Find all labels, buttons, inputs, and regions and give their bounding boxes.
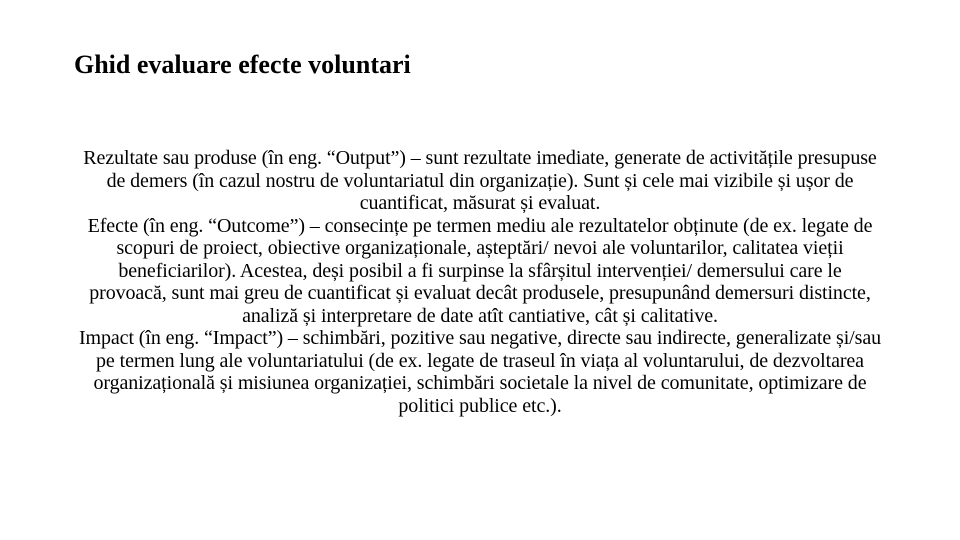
slide-title: Ghid evaluare efecte voluntari xyxy=(74,50,411,79)
paragraph-output: Rezultate sau produse (în eng. “Output”) – sunt rezultate imediate, generate de activitățile presupuse de demers (în cazul nostru de voluntariatul din organizație). Sunt și cele mai vizibile și ușor de cuantificat, măsurat și evaluat. xyxy=(83,147,877,214)
paragraph-outcome: Efecte (în eng. “Outcome”) – consecințe pe termen mediu ale rezultatelor obținute (de ex. legate de scopuri de proiect, obiective organizaționale, așteptări/ nevoi ale voluntarilor, calitatea vieții beneficiarilor). Acestea, deși posibil a fi surpinse la sfârșitul intervenției/ demersului care le provoacă, sunt mai greu de cuantificat și evaluat decât produsele, presupunând demersuri distincte, analiză și interpretare de date atît cantiative, cât și calitative. xyxy=(87,214,873,327)
slide-body xyxy=(78,147,882,417)
paragraph-impact: Impact (în eng. “Impact”) – schimbări, pozitive sau negative, directe sau indirecte, generalizate și/sau pe termen lung ale voluntariatului (de ex. legate de traseul în viața al voluntarului, de dezvoltarea organizațională și misiunea organizației, schimbări societale la nivel de comunitate, optimizare de politici publice etc.). xyxy=(78,327,882,417)
